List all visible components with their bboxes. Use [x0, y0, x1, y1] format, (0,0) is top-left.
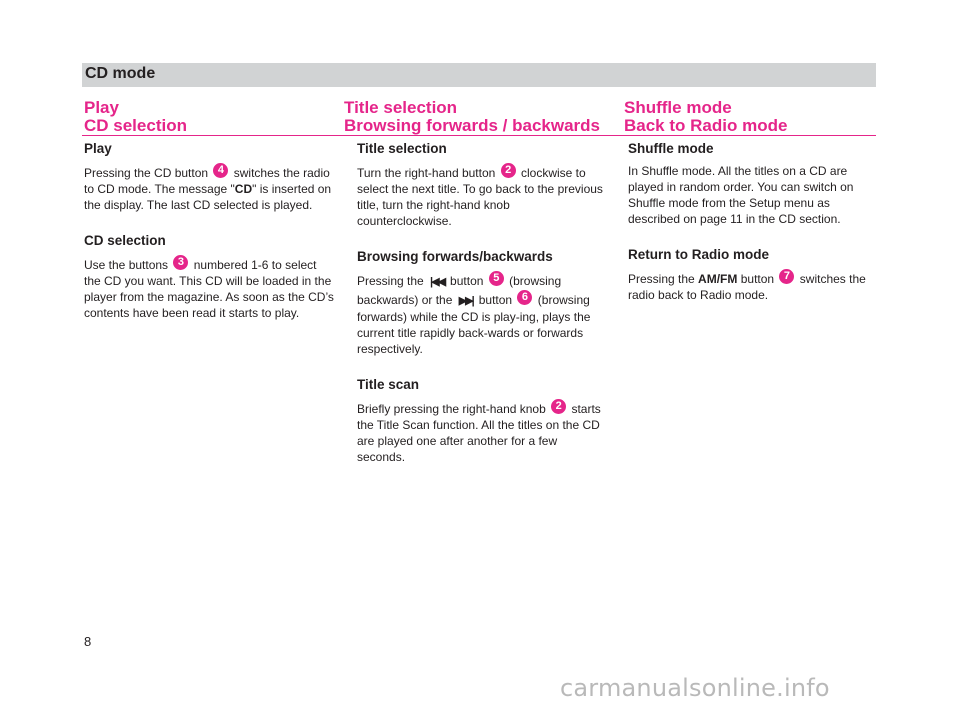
skip-forward-icon: ▶▶| [458, 295, 473, 307]
paragraph-title-scan: Briefly pressing the right-hand knob 2 starts the Title Scan function. All the titles on the CD are played one after another for a few seconds. [357, 400, 601, 464]
watermark: carmanualsonline.info [560, 674, 830, 702]
topic-line-title-selection: Title selection [344, 98, 458, 117]
paragraph-title-selection: Turn the right-hand button 2 clockwise to select the next title. To go back to the previous title, turn the right-hand knob counterclockwise. [357, 164, 603, 228]
topic-group-3 [624, 99, 787, 135]
heading-title-selection: Title selection [357, 141, 447, 156]
column-1 [84, 141, 334, 321]
paragraph-play: Pressing the CD button 4 switches the radio to CD mode. The message "CD" is inserted on the display. The last CD selected is played. [84, 164, 332, 212]
callout-badge-6: 6 [517, 290, 532, 305]
section-header-bar [82, 63, 876, 87]
heading-title-scan: Title scan [357, 377, 420, 392]
callout-badge-3: 3 [173, 255, 188, 270]
column-2 [357, 141, 607, 465]
heading-shuffle: Shuffle mode [628, 141, 714, 156]
column-3 [628, 141, 878, 303]
skip-back-icon: |◀◀ [430, 276, 445, 288]
callout-badge-4: 4 [213, 163, 228, 178]
topic-group-2 [344, 99, 600, 135]
topic-line-back-to-radio: Back to Radio mode [624, 116, 788, 135]
callout-badge-2b: 2 [551, 399, 566, 414]
section-title: CD mode [85, 65, 156, 82]
paragraph-cd-selection: Use the buttons 3 numbered 1-6 to select the CD you want. This CD will be loaded in the player from the magazine. As soon as the CD’s contents have been read it starts to play. [84, 256, 334, 320]
topic-line-shuffle: Shuffle mode [624, 98, 732, 117]
heading-play: Play [84, 141, 112, 156]
heading-return-radio: Return to Radio mode [628, 247, 769, 262]
callout-badge-2: 2 [501, 163, 516, 178]
callout-badge-7: 7 [779, 269, 794, 284]
paragraph-browsing: Pressing the |◀◀ button 5 (browsing backwards) or the ▶▶| button 6 (browsing forwards) while the CD is play-ing, plays the current title rapidly back-wards or forwards respectively. [357, 272, 591, 356]
topic-group-1 [84, 99, 187, 135]
callout-badge-5: 5 [489, 271, 504, 286]
topic-line-browsing: Browsing forwards / backwards [344, 116, 601, 135]
page-number: 8 [84, 634, 92, 649]
heading-cd-selection: CD selection [84, 233, 166, 248]
topic-line-cd-selection: CD selection [84, 116, 187, 135]
topic-line-play: Play [84, 98, 119, 117]
topic-divider [82, 135, 876, 136]
paragraph-shuffle: In Shuffle mode. All the titles on a CD are played in random order. You can switch on Shuffle mode from the Setup menu as described on page 11 in the CD section. [628, 164, 854, 226]
paragraph-return-radio: Pressing the AM/FM button 7 switches the radio back to Radio mode. [628, 270, 866, 302]
heading-browsing: Browsing forwards/backwards [357, 249, 553, 264]
